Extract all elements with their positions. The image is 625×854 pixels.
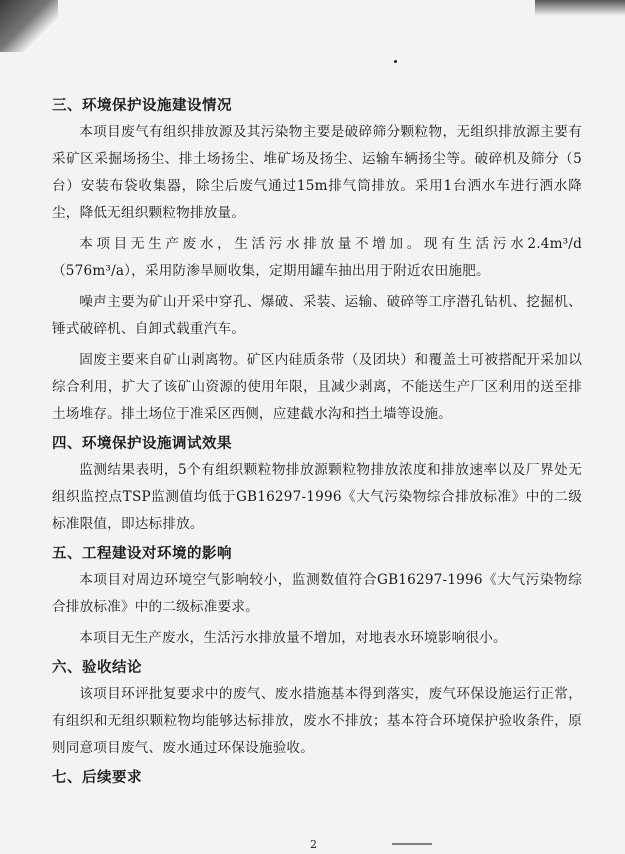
document-body: [52, 92, 582, 791]
section-heading-5: 五、工程建设对环境的影响: [52, 545, 232, 562]
paragraph: 该项目环评批复要求中的废气、废水措施基本得到落实，废气环保设施运行正常，有组织和无组织颗粒物均能够达标排放，废水不排放；基本符合环境保护验收条件，原则同意项目废气、废水通过环保设施验收。: [52, 686, 582, 756]
section-heading-6: 六、验收结论: [52, 659, 142, 676]
scan-speck: [394, 60, 397, 63]
paragraph: 固废主要来自矿山剥离物。矿区内硅质条带（及团块）和覆盖土可被搭配开采加以综合利用，扩大了该矿山资源的使用年限，且减少剥离，不能送生产厂区利用的送至排土场堆存。排土场位于准采区西侧，应建截水沟和挡土墙等设施。: [52, 352, 582, 422]
paragraph: 本项目无生产废水，生活污水排放量不增加，对地表水环境影响很小。: [79, 630, 507, 646]
section-heading-7: 七、后续要求: [52, 769, 142, 786]
paragraph: 本项目废气有组织排放源及其污染物主要是破碎筛分颗粒物，无组织排放源主要有采矿区采掘场扬尘、排土场扬尘、堆矿场及扬尘、运输车辆扬尘等。破碎机及筛分（5台）安装布袋收集器，除尘后废气通过15m排气筒排放。采用1台洒水车进行洒水降尘，降低无组织颗粒物排放量。: [52, 124, 582, 221]
stamp-mark: [392, 843, 432, 854]
paragraph-text: 本项目无生产废水，生活污水排放量不增加。现有生活污水2.4m³/d（576m³/a），采用防渗旱厕收集，定期用罐车抽出用于附近农田施肥。: [52, 236, 582, 279]
scan-shadow-edge: [535, 0, 625, 16]
paragraph: 监测结果表明，5个有组织颗粒物排放源颗粒物排放浓度和排放速率以及厂界处无组织监控点TSP监测值均低于GB16297-1996《大气污染物综合排放标准》中的二级标准限值，即达标排放。: [52, 462, 582, 532]
scan-shadow-corner: [0, 0, 58, 52]
section-heading-4: 四、环境保护设施调试效果: [52, 435, 232, 452]
paragraph: 本项目对周边环境空气影响较小，监测数值符合GB16297-1996《大气污染物综合排放标准》中的二级标准要求。: [52, 572, 582, 615]
section-heading-3: 三、环境保护设施建设情况: [52, 97, 232, 114]
paragraph: 噪声主要为矿山开采中穿孔、爆破、采装、运输、破碎等工序潜孔钻机、挖掘机、锤式破碎机、自卸式载重汽车。: [52, 294, 582, 337]
page-number: 2: [310, 838, 317, 851]
paragraph: [52, 231, 582, 285]
